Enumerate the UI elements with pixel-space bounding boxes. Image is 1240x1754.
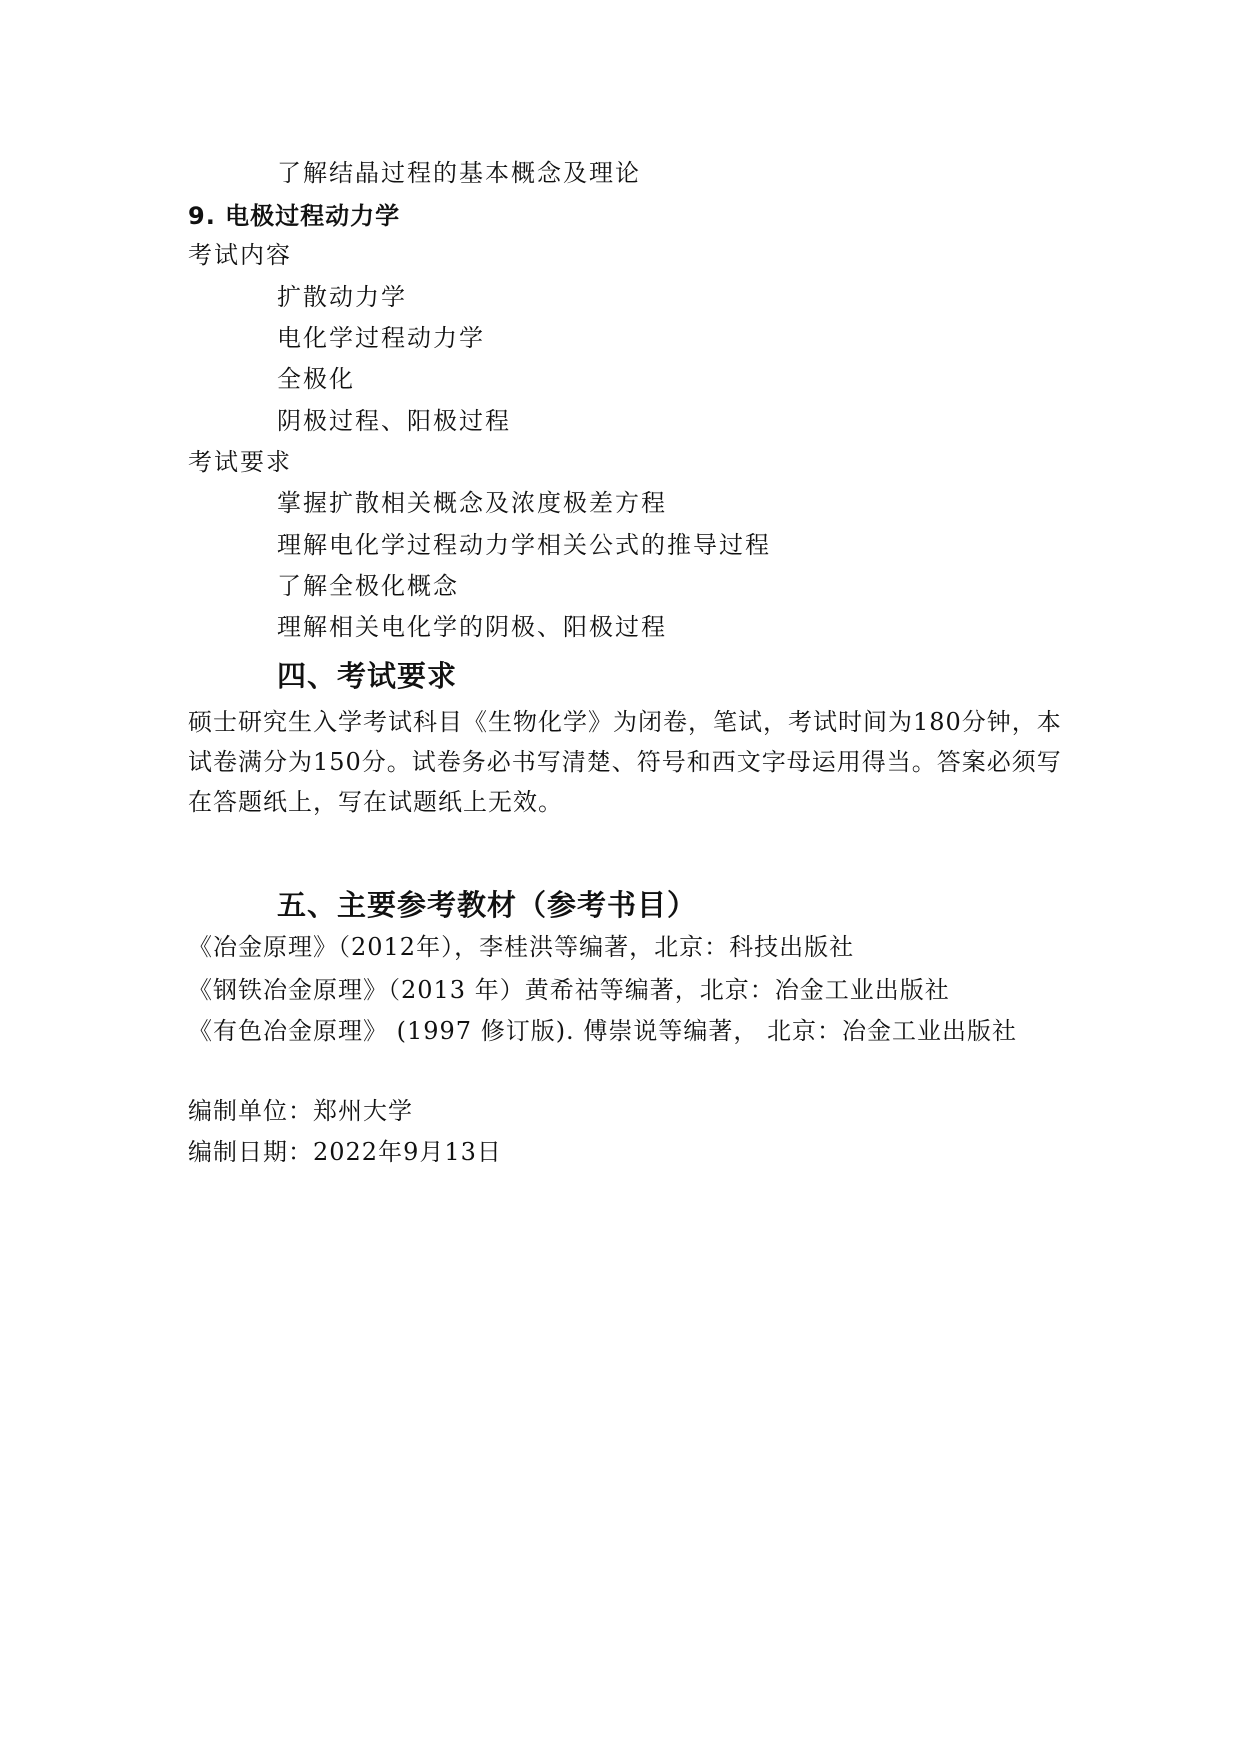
compile-date: 编制日期：2022年9月13日 (188, 1138, 502, 1166)
content-item: 电化学过程动力学 (277, 324, 485, 352)
requirement-item: 掌握扩散相关概念及浓度极差方程 (277, 489, 667, 517)
paragraph-line: 硕士研究生入学考试科目《生物化学》为闭卷，笔试，考试时间为180分钟，本 (188, 708, 1062, 736)
exam-requirement-paragraph (188, 702, 1062, 822)
section-heading: 四、考试要求 (277, 659, 458, 693)
requirement-label: 考试要求 (188, 448, 292, 476)
requirement-item: 理解电化学过程动力学相关公式的推导过程 (277, 531, 771, 559)
content-label: 考试内容 (188, 241, 292, 269)
requirement-item: 了解全极化概念 (277, 572, 459, 600)
content-item: 扩散动力学 (277, 283, 407, 311)
content-item: 阴极过程、阳极过程 (277, 407, 511, 435)
paragraph-line: 试卷满分为150分。试卷务必书写清楚、符号和西文字母运用得当。答案必须写 (188, 748, 1062, 776)
section-heading: 五、主要参考教材（参考书目） (277, 888, 698, 922)
content-item: 全极化 (277, 365, 355, 393)
reference-item: 《有色冶金原理》 (1997 修订版). 傅崇说等编著， 北京：冶金工业出版社 (188, 1017, 1017, 1045)
compiler-unit: 编制单位：郑州大学 (188, 1097, 413, 1125)
requirement-item: 了解结晶过程的基本概念及理论 (277, 159, 641, 187)
reference-item: 《钢铁冶金原理》（2013 年）黄希祜等编著，北京：冶金工业出版社 (188, 976, 950, 1004)
paragraph-line: 在答题纸上，写在试题纸上无效。 (188, 788, 563, 816)
reference-item: 《冶金原理》（2012年），李桂洪等编著，北京：科技出版社 (188, 933, 855, 961)
section-title: 9. 电极过程动力学 (188, 202, 401, 230)
requirement-item: 理解相关电化学的阴极、阳极过程 (277, 613, 667, 641)
